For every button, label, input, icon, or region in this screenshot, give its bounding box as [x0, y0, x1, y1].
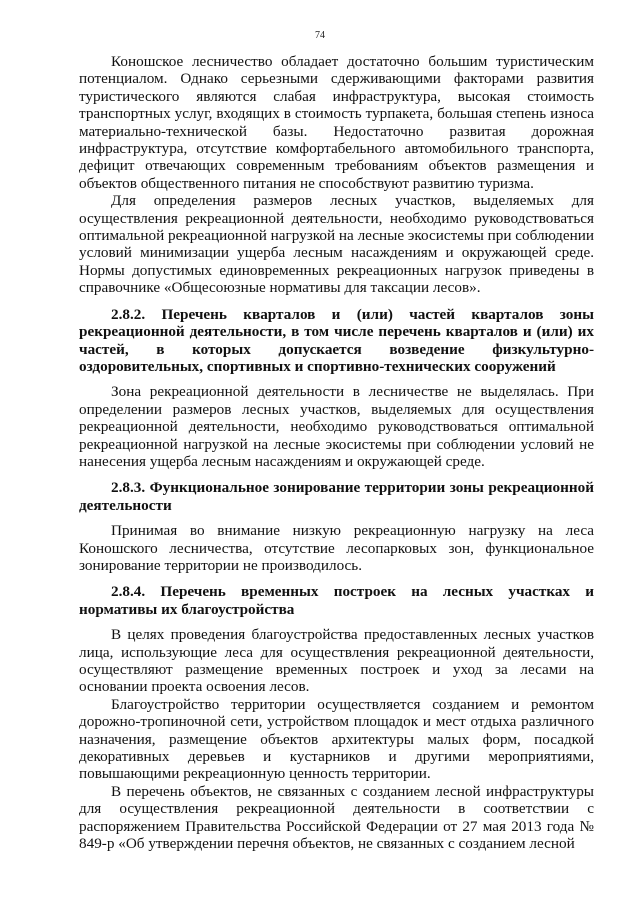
- paragraph-landscaping: Благоустройство территории осуществляется созданием и ремонтом дорожно-тропиночной сети, устройством площадок и мест отдыха различного назначения, размещение объектов архитектуры малых форм, посадкой декоративных деревьев и кустарников и другими мероприятиями, повышающими рекреационную ценность территории.: [79, 695, 594, 783]
- heading-2-8-4: 2.8.4. Перечень временных построек на лесных участках и нормативы их благоустройства: [79, 583, 594, 618]
- paragraph-recreation-zone: Зона рекреационной деятельности в лесничестве не выделялась. При определении размеров лесных участков, выделяемых для осуществления рекреационной деятельности, необходимо руководствоваться оптимальной рекреационной нагрузкой на лесные экосистемы при соблюдении условий не нанесения ущерба лесным насаждениям и окружающей среде.: [79, 383, 594, 470]
- paragraph-temporary-buildings: В целях проведения благоустройства предоставленных лесных участков лица, использующие леса для осуществления рекреационной деятельности, осуществляют размещение временных построек и уход за лесами на основании проекта освоения лесов.: [79, 626, 594, 696]
- heading-2-8-3: 2.8.3. Функциональное зонирование территории зоны рекреационной деятельности: [79, 479, 594, 514]
- heading-2-8-2: 2.8.2. Перечень кварталов и (или) частей кварталов зоны рекреационной деятельности, в том числе перечень кварталов и (или) их частей, в которых допускается возведение физкультурно-оздоровительных, спортивных и спортивно-технических сооружений: [79, 305, 594, 375]
- paragraph-functional-zoning: Принимая во внимание низкую рекреационную нагрузку на леса Коношского лесничества, отсутствие лесопарковых зон, функциональное зонирование территории не производилось.: [79, 522, 594, 574]
- paragraph-objects-list: В перечень объектов, не связанных с созданием лесной инфраструктуры для осуществления рекреационной деятельности в соответствии с распоряжением Правительства Российской Федерации от 27 мая 2013 года № 849-р «Об утверждении перечня объектов, не связанных с созданием лесной: [79, 782, 594, 853]
- paragraph-recreation-plots: Для определения размеров лесных участков, выделяемых для осуществления рекреационной деятельности, необходимо руководствоваться оптимальной рекреационной нагрузкой на лесные экосистемы при соблюдении условий минимизации ущерба лесным насаждениям и окружающей среде. Нормы допустимых единовременных рекреационных нагрузок приведены в справочнике «Общесоюзные нормативы для таксации лесов».: [79, 192, 594, 297]
- page-number: 74: [315, 30, 325, 41]
- paragraph-tourism-potential: Коношское лесничество обладает достаточно большим туристическим потенциалом. Однако серьезными сдерживающими факторами развития туристического являются слабая инфраструктура, высокая стоимость транспортных услуг, входящих в стоимость турпакета, большая степень износа материально-технической базы. Недостаточно развитая дорожная инфраструктура, отсутствие комфортабельного автомобильного транспорта, дефицит отвечающих современным требованиям объектов размещения и объектов общественного питания не способствуют развитию туризма.: [79, 53, 594, 192]
- document-body: [79, 53, 594, 852]
